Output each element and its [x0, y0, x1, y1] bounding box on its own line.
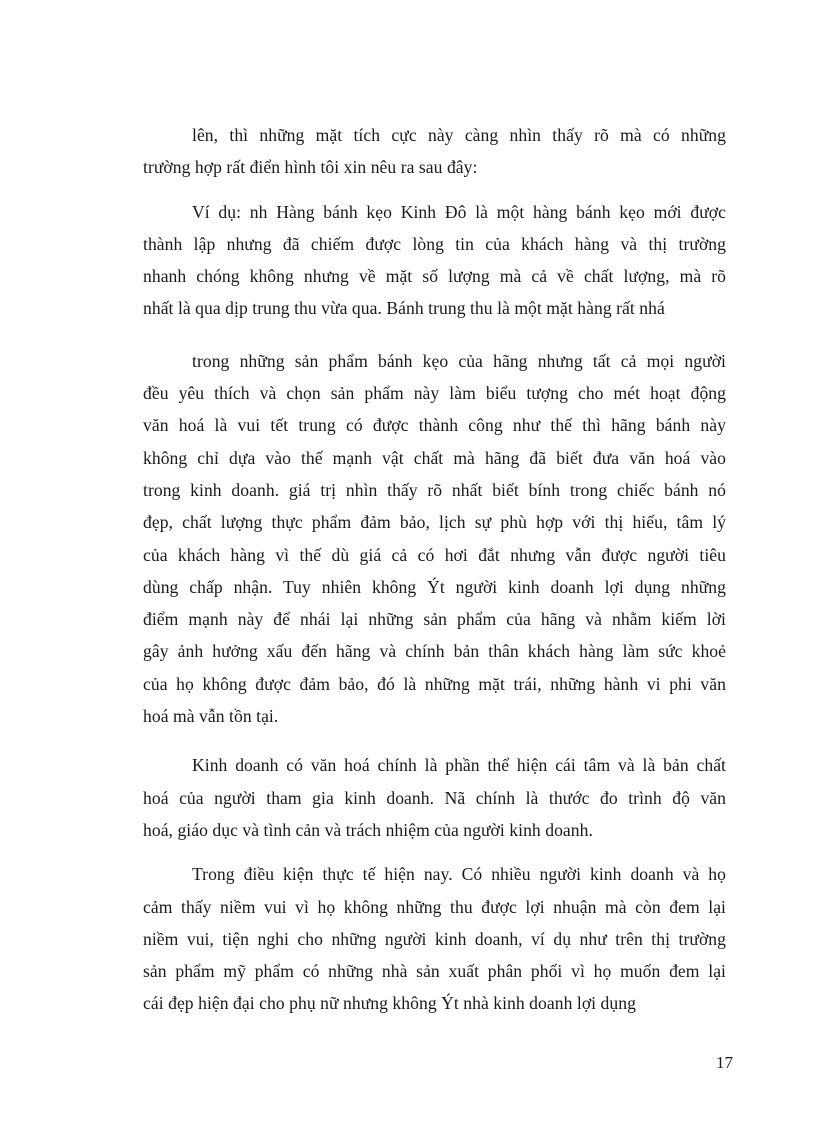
text-line: trường hợp rất điển hình tôi xin nêu ra sau đây: [143, 157, 478, 178]
text-line: đẹp, chất lượng thực phẩm đảm bảo, lịch sự phù hợp với thị hiếu, tâm lý [143, 512, 726, 533]
text-line: hoá của người tham gia kinh doanh. Nã chính là thước đo trình độ văn [143, 787, 726, 808]
text-line: Kinh doanh có văn hoá chính là phần thể hiện cái tâm và là bản chất [192, 755, 726, 776]
text-line: sản phẩm mỹ phẩm có những nhà sản xuất phân phối vì họ muốn đem lại [143, 961, 726, 982]
page-number: 17 [716, 1053, 733, 1072]
text-line: Trong điều kiện thực tế hiện nay. Có nhiều người kinh doanh và họ [192, 864, 726, 885]
text-line: điểm mạnh này để nhái lại những sản phẩm của hãng và nhằm kiếm lời [143, 609, 726, 630]
text-line: trong những sản phẩm bánh kẹo của hãng nhưng tất cả mọi người [192, 350, 726, 371]
text-line: văn hoá là vui tết trung có được thành công như thế thì hãng bánh này [143, 415, 726, 436]
text-line: của khách hàng vì thế dù giá cả có hơi đắt nhưng vẫn được người tiêu [143, 544, 726, 565]
text-line: dùng chấp nhận. Tuy nhiên không Ýt người kinh doanh lợi dụng những [143, 576, 726, 597]
text-line: cái đẹp hiện đại cho phụ nữ nhưng không Ýt nhà kinh doanh lợi dụng [143, 993, 636, 1014]
text-line: hoá mà vẫn tồn tại. [143, 706, 279, 727]
text-line: thành lập nhưng đã chiếm được lòng tin của khách hàng và thị trường [143, 233, 726, 254]
text-line: niềm vui, tiện nghi cho những người kinh doanh, ví dụ như trên thị trường [143, 928, 726, 949]
paragraph-3 [143, 345, 726, 733]
paragraph-4 [143, 749, 726, 846]
paragraph-1 [143, 119, 726, 184]
text-line: trong kinh doanh. giá trị nhìn thấy rõ nhất biết bính trong chiếc bánh nó [143, 479, 726, 500]
text-line: cảm thấy niềm vui vì họ không những thu được lợi nhuận mà còn đem lại [143, 896, 726, 917]
text-line: nhất là qua dịp trung thu vừa qua. Bánh trung thu là một mặt hàng rất nhá [143, 298, 665, 319]
paragraph-5 [143, 858, 726, 1019]
text-line: lên, thì những mặt tích cực này càng nhìn thấy rõ mà có những [192, 125, 726, 145]
text-line: không chỉ dựa vào thế mạnh vật chất mà hãng đã biết đưa văn hoá vào [143, 447, 726, 468]
paragraph-2 [143, 196, 726, 325]
body-text [143, 119, 726, 1020]
text-line: hoá, giáo dục và tình cản và trách nhiệm của người kinh doanh. [143, 819, 593, 840]
text-line: nhanh chóng không nhưng về mặt số lượng mà cả về chất lượng, mà rõ [143, 266, 726, 287]
text-line: của họ không được đảm bảo, đó là những mặt trái, những hành vi phi văn [143, 673, 726, 694]
text-line: đều yêu thích và chọn sản phẩm này làm biểu tượng cho mét hoạt động [143, 383, 726, 404]
text-line: Ví dụ: nh Hàng bánh kẹo Kinh Đô là một hàng bánh kẹo mới được [192, 201, 726, 222]
text-line: gây ảnh hưởng xấu đến hãng và chính bản thân khách hàng làm sức khoẻ [143, 641, 726, 662]
